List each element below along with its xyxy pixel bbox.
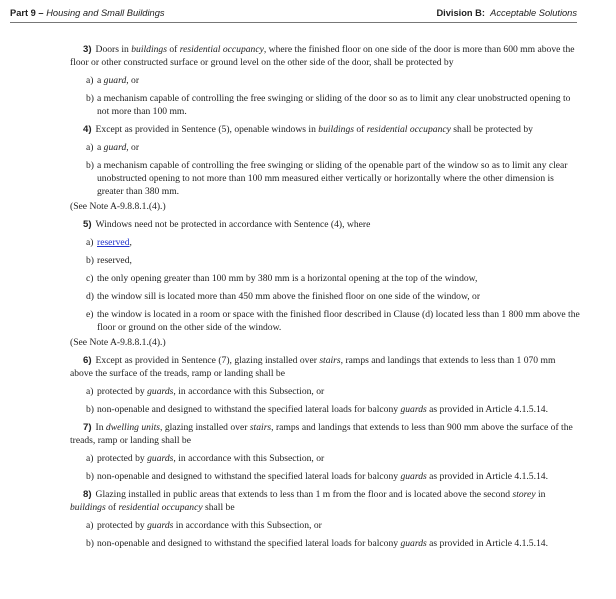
clause bbox=[70, 470, 580, 483]
clause bbox=[70, 403, 580, 416]
text-segment: the only opening greater than 100 mm by 380 mm is a horizontal opening at the top of the window, bbox=[97, 273, 478, 284]
defined-term: residential occupancy bbox=[179, 44, 264, 55]
text-segment: (See Note A-9.8.8.1.(4).) bbox=[70, 201, 166, 212]
defined-term: guards bbox=[147, 520, 174, 531]
text-segment: , in accordance with this Subsection, or bbox=[173, 386, 325, 397]
clause bbox=[70, 537, 580, 550]
defined-term: storey bbox=[512, 489, 536, 500]
text-segment: of bbox=[166, 44, 180, 55]
text-segment: protected by bbox=[97, 520, 148, 531]
text-segment: protected by bbox=[97, 453, 148, 464]
part-name: Housing and Small Buildings bbox=[46, 8, 165, 18]
clause bbox=[70, 74, 580, 87]
defined-term: buildings bbox=[70, 502, 106, 513]
clause-letter: b) bbox=[86, 255, 94, 266]
division-name: Acceptable Solutions bbox=[490, 8, 577, 18]
text-segment: as provided in Article 4.1.5.14. bbox=[426, 538, 548, 549]
text-segment: shall be bbox=[202, 502, 235, 513]
clause-letter: d) bbox=[86, 291, 94, 302]
clause-letter: a) bbox=[86, 75, 94, 86]
clause-letter: a) bbox=[86, 237, 94, 248]
defined-term: guards bbox=[147, 386, 174, 397]
text-segment: Except as provided in Sentence (5), openable windows in bbox=[95, 124, 319, 135]
defined-term: buildings bbox=[318, 124, 354, 135]
defined-term: stairs bbox=[319, 355, 341, 366]
clause bbox=[70, 236, 580, 249]
text-segment: the window sill is located more than 450 mm above the finished floor on one side of the window, or bbox=[97, 291, 481, 302]
text-segment: non-openable and designed to withstand the specified lateral loads for balcony bbox=[97, 471, 401, 482]
sentence-number: 5) bbox=[83, 219, 92, 230]
document-body bbox=[70, 38, 580, 550]
defined-term: residential occupancy bbox=[118, 502, 203, 513]
clause-letter: b) bbox=[86, 160, 94, 171]
text-segment: of bbox=[353, 124, 367, 135]
sentence-number: 6) bbox=[83, 355, 92, 366]
clause bbox=[70, 290, 580, 303]
sentence bbox=[70, 488, 580, 514]
part-label: Part 9 – bbox=[10, 8, 47, 18]
text-segment: a mechanism capable of controlling the free swinging or sliding of the openable part of the window so as to limit any clear unobstructed opening to not more than 100 mm measured either vertically or horizontally where the other dimension is greater than 380 mm. bbox=[97, 160, 568, 197]
sentence-number: 3) bbox=[83, 44, 92, 55]
text-segment: in bbox=[535, 489, 546, 500]
text-segment: , glazing installed over bbox=[160, 422, 250, 433]
defined-term: buildings bbox=[131, 44, 167, 55]
clause bbox=[70, 254, 580, 267]
defined-term: guards bbox=[400, 471, 427, 482]
text-segment: , or bbox=[126, 75, 140, 86]
defined-term: guard bbox=[103, 142, 127, 153]
clause bbox=[70, 452, 580, 465]
text-segment: Glazing installed in public areas that extends to less than 1 m from the floor and is located above the second bbox=[95, 489, 513, 500]
text-segment: as provided in Article 4.1.5.14. bbox=[426, 404, 548, 415]
clause-letter: c) bbox=[86, 273, 94, 284]
clause-letter: b) bbox=[86, 93, 94, 104]
text-segment: , where the finished floor on one side of the door is more than 600 mm above the floor or other constructed surface or ground level on the other side of the door, shall be protected by bbox=[70, 44, 575, 68]
sentence bbox=[70, 123, 580, 136]
text-segment: , bbox=[129, 237, 132, 248]
clause bbox=[70, 385, 580, 398]
clause-letter: b) bbox=[86, 404, 94, 415]
clause bbox=[70, 92, 580, 118]
sentence-number: 7) bbox=[83, 422, 92, 433]
text-segment: , or bbox=[126, 142, 140, 153]
sentence bbox=[70, 43, 580, 69]
clause-letter: a) bbox=[86, 142, 94, 153]
division-title bbox=[436, 8, 577, 18]
text-segment: , ramps and landings that extends to less than 900 mm above the surface of the treads, ramp or landing shall be bbox=[70, 422, 573, 446]
text-segment: of bbox=[105, 502, 119, 513]
part-title bbox=[10, 8, 165, 18]
clause bbox=[70, 308, 580, 334]
sentence bbox=[70, 354, 580, 380]
sentence-number: 8) bbox=[83, 489, 92, 500]
clause-letter: b) bbox=[86, 471, 94, 482]
clause bbox=[70, 519, 580, 532]
text-segment: non-openable and designed to withstand the specified lateral loads for balcony bbox=[97, 538, 401, 549]
sentence-number: 4) bbox=[83, 124, 92, 135]
clause-letter: a) bbox=[86, 386, 94, 397]
clause bbox=[70, 141, 580, 154]
clause bbox=[70, 272, 580, 285]
text-segment: in accordance with this Subsection, or bbox=[173, 520, 322, 531]
text-segment: In bbox=[95, 422, 106, 433]
text-segment: , in accordance with this Subsection, or bbox=[173, 453, 325, 464]
clause-letter: b) bbox=[86, 538, 94, 549]
text-segment: a mechanism capable of controlling the free swinging or sliding of the door so as to limit any clear unobstructed opening to not more than 100 mm. bbox=[97, 93, 571, 117]
defined-term: guards bbox=[147, 453, 174, 464]
text-segment: reserved, bbox=[97, 255, 132, 266]
defined-term: dwelling units bbox=[105, 422, 161, 433]
division-label: Division B: bbox=[436, 8, 485, 18]
clause-letter: e) bbox=[86, 309, 94, 320]
defined-term: guards bbox=[400, 538, 427, 549]
text-segment: a bbox=[97, 75, 104, 86]
page-header bbox=[10, 6, 577, 23]
text-segment: , ramps and landings that extends to less than 1 070 mm above the surface of the treads, ramp or landing shall be bbox=[70, 355, 556, 379]
text-segment: protected by bbox=[97, 386, 148, 397]
text-segment: non-openable and designed to withstand the specified lateral loads for balcony bbox=[97, 404, 401, 415]
note-reference bbox=[70, 200, 580, 213]
text-segment: the window is located in a room or space with the finished floor described in Clause (d) located less than 1 800 mm above the floor or ground on the other side of the window. bbox=[97, 309, 580, 333]
clause-letter: a) bbox=[86, 453, 94, 464]
text-segment: a bbox=[97, 142, 104, 153]
sentence bbox=[70, 421, 580, 447]
defined-term: stairs bbox=[249, 422, 272, 433]
note-reference bbox=[70, 336, 580, 349]
clause bbox=[70, 159, 580, 198]
text-segment: as provided in Article 4.1.5.14. bbox=[426, 471, 548, 482]
text-segment: shall be protected by bbox=[450, 124, 533, 135]
defined-term: residential occupancy bbox=[366, 124, 451, 135]
text-segment: Doors in bbox=[95, 44, 132, 55]
defined-term: guards bbox=[400, 404, 427, 415]
text-segment: (See Note A-9.8.8.1.(4).) bbox=[70, 337, 166, 348]
text-segment: Except as provided in Sentence (7), glazing installed over bbox=[95, 355, 320, 366]
sentence bbox=[70, 218, 580, 231]
text-segment: Windows need not be protected in accordance with Sentence (4), where bbox=[95, 219, 371, 230]
reserved-link[interactable]: reserved bbox=[97, 237, 130, 248]
defined-term: guard bbox=[103, 75, 127, 86]
clause-letter: a) bbox=[86, 520, 94, 531]
